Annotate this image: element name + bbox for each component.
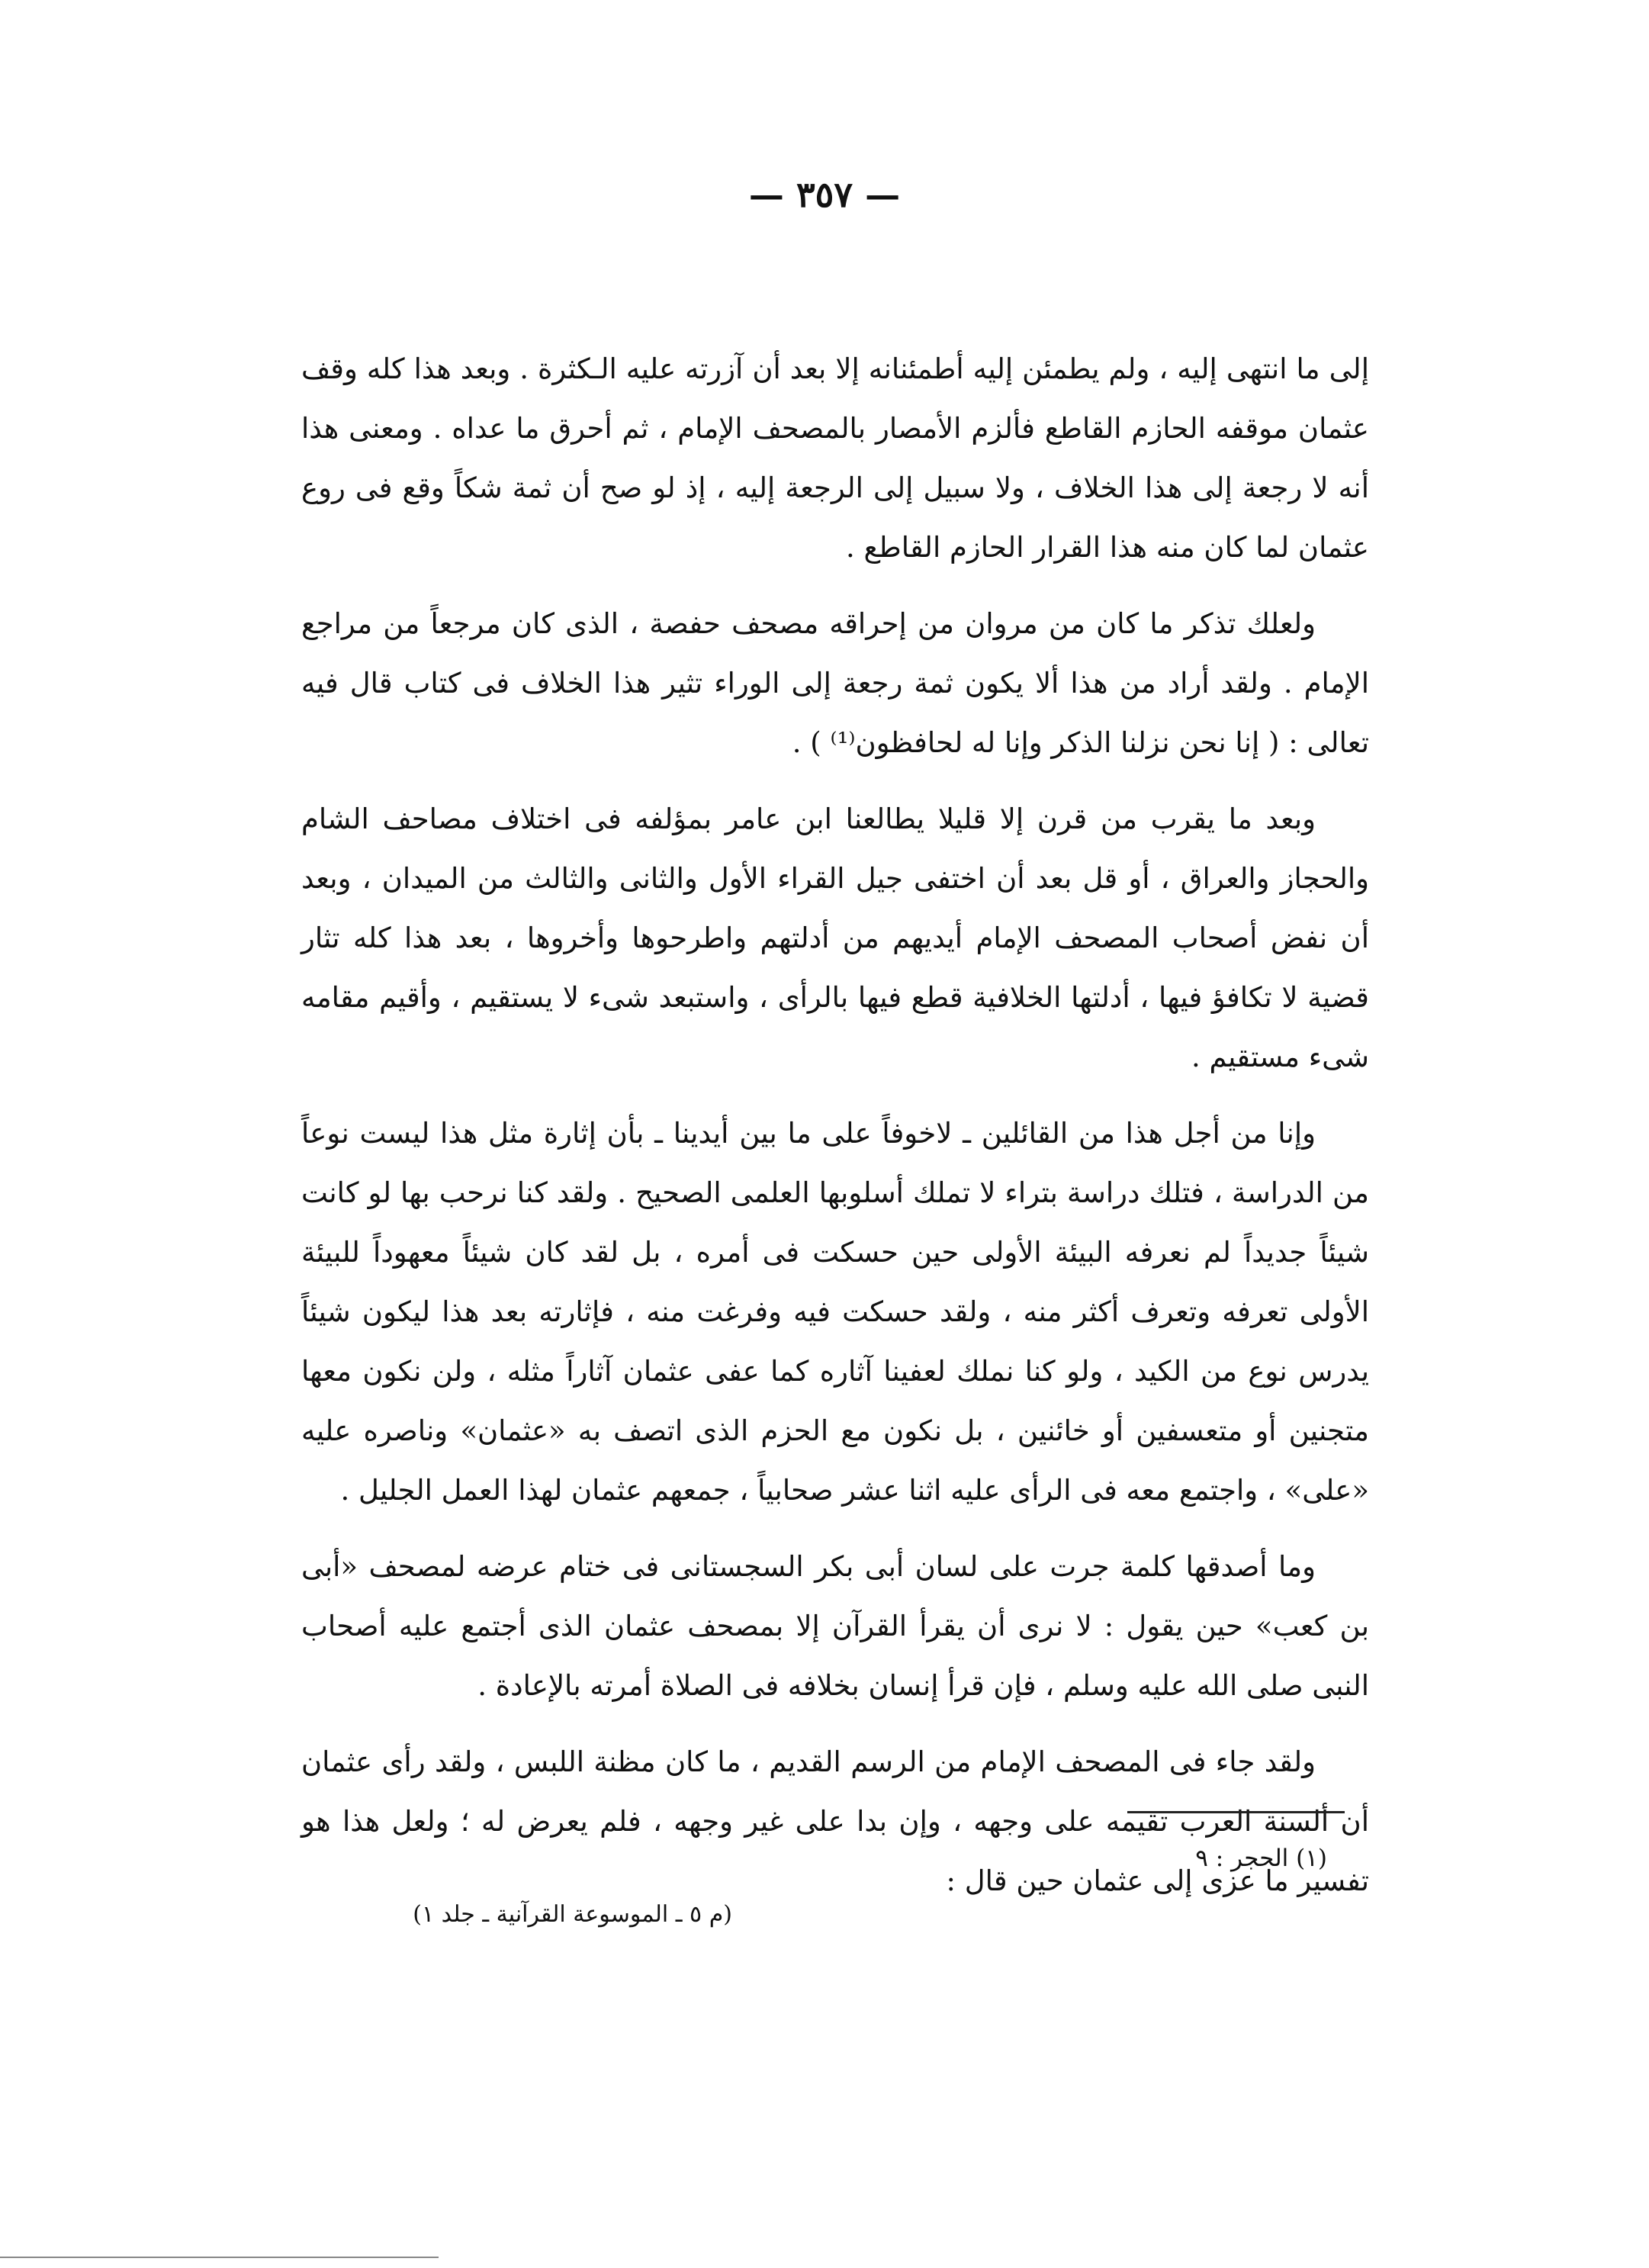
paragraph-2: ولعلك تذكر ما كان من مروان من إحراقه مصحف حفصة ، الذى كان مرجعاً من مراجع الإمام . ولقد أراد من هذا ألا يكون ثمة رجعة إلى الوراء تثير هذا الخلاف فى كتاب قال فيه تعالى : ( إنا نحن نزلنا الذكر وإنا له لحافظون⁽¹⁾ ) . xyxy=(301,607,1370,759)
printer-signature: (م ٥ ـ الموسوعة القرآنية ـ جلد ١) xyxy=(413,1901,732,1928)
paragraph-3: وبعد ما يقرب من قرن إلا قليلا يطالعنا ابن عامر بمؤلفه فى اختلاف مصاحف الشام والحجاز والعراق ، أو قل بعد أن اختفى جيل القراء الأول والثانى والثالث من الميدان ، وبعد أن نفض أصحاب المصحف الإمام أيديهم من أدلتهم واطرحوها وأخروها ، بعد هذا كله تثار قضية لا تكافؤ فيها ، أدلتها الخلافية قطع فيها بالرأى ، واستبعد شىء لا يستقيم ، وأقيم مقامه شىء مستقيم . xyxy=(301,803,1369,1073)
body-text xyxy=(301,339,1369,1928)
paragraph-6: ولقد جاء فى المصحف الإمام من الرسم القديم ، ما كان مظنة اللبس ، ولقد رأى عثمان أن ألسنة العرب تقيمه على وجهه ، وإن بدا على غير وجهه ، فلم يعرض له ؛ ولعل هذا هو تفسير ما عزى إلى عثمان حين قال : xyxy=(301,1745,1369,1897)
paragraph-4: وإنا من أجل هذا من القائلين ـ لاخوفاً على ما بين أيدينا ـ بأن إثارة مثل هذا ليست نوعاً من الدراسة ، فتلك دراسة بتراء لا تملك أسلوبها العلمى الصحيح . ولقد كنا نرحب بها لو كانت شيئاً جديداً لم نعرفه البيئة الأولى حين حسكت فى أمره ، بل لقد كان شيئاً معهوداً للبيئة الأولى تعرفه وتعرف أكثر منه ، ولقد حسكت فيه وفرغت منه ، فإثارته بعد هذا ليكون شيئاً يدرس نوع من الكيد ، ولو كنا نملك لعفينا آثاره كما عفى عثمان آثاراً مثله ، ولن نكون معها متجنين أو متعسفين أو خائنين ، بل نكون مع الحزم الذى اتصف به «عثمان» وناصره عليه «على» ، واجتمع معه فى الرأى عليه اثنا عشر صحابياً ، جمعهم عثمان لهذا العمل الجليل . xyxy=(301,1117,1369,1507)
paragraph-1: إلى ما انتهى إليه ، ولم يطمئن إليه أطمئنانه إلا بعد أن آزرته عليه الـكثرة . وبعد هذا كله وقف عثمان موقفه الحازم القاطع فألزم الأمصار بالمصحف الإمام ، ثم أحرق ما عداه . ومعنى هذا أنه لا رجعة إلى هذا الخلاف ، ولا سبيل إلى الرجعة إليه ، إذ لو صح أن ثمة شكاً وقع فى روع عثمان لما كان منه هذا القرار الحازم القاطع . xyxy=(301,352,1369,564)
page-number: — ٣٥٧ — xyxy=(748,174,901,215)
scan-edge-line xyxy=(0,2257,439,2258)
footnote-divider xyxy=(1127,1811,1345,1813)
footnote: (١) الحجر : ٩ xyxy=(1195,1845,1327,1872)
paragraph-5: وما أصدقها كلمة جرت على لسان أبى بكر السجستانى فى ختام عرضه لمصحف «أبى بن كعب» حين يقول : لا نرى أن يقرأ القرآن إلا بمصحف عثمان الذى أجتمع عليه أصحاب النبى صلى الله عليه وسلم ، فإن قرأ إنسان بخلافه فى الصلاة أمرته بالإعادة . xyxy=(301,1550,1369,1702)
